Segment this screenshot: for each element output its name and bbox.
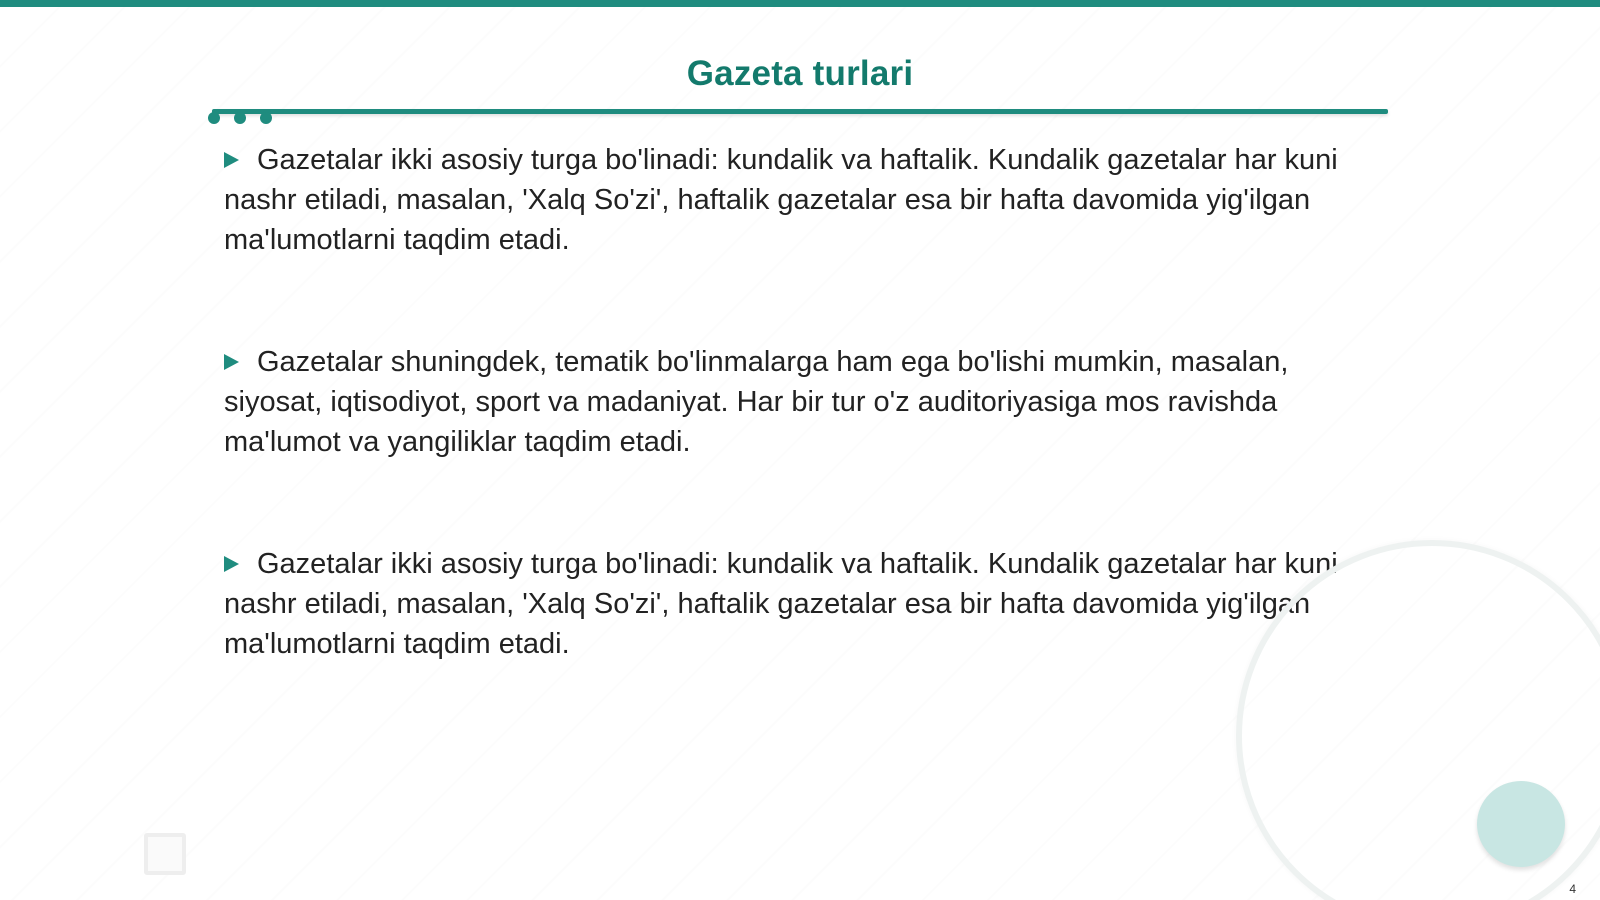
bullet-item xyxy=(224,140,1364,260)
triangle-right-icon xyxy=(224,354,239,370)
bullet-item xyxy=(224,342,1364,462)
divider-dot xyxy=(208,112,220,124)
decorative-square xyxy=(144,833,186,875)
top-accent-bar xyxy=(0,0,1600,7)
bullet-item xyxy=(224,544,1364,664)
divider-dot xyxy=(260,112,272,124)
triangle-right-icon xyxy=(224,556,239,572)
divider-dot xyxy=(234,112,246,124)
bullet-list xyxy=(224,140,1364,746)
bullet-text: Gazetalar shuningdek, tematik bo'linmalarga ham ega bo'lishi mumkin, masalan, siyosat, iqtisodiyot, sport va madaniyat. Har bir tur o'z auditoriyasiga mos ravishda ma'lumot va yangiliklar taqdim etadi. xyxy=(224,346,1289,458)
bullet-text: Gazetalar ikki asosiy turga bo'linadi: kundalik va haftalik. Kundalik gazetalar har kuni nashr etiladi, masalan, 'Xalq So'zi', haftalik gazetalar esa bir hafta davomida yig'ilgan ma'lumotlarni taqdim etadi. xyxy=(224,548,1338,660)
slide-number: 4 xyxy=(1569,882,1576,896)
decorative-bubble xyxy=(1477,781,1565,867)
triangle-right-icon xyxy=(224,152,239,168)
title-divider xyxy=(212,109,1388,114)
slide-title: Gazeta turlari xyxy=(686,54,914,93)
bullet-text: Gazetalar ikki asosiy turga bo'linadi: kundalik va haftalik. Kundalik gazetalar har kuni nashr etiladi, masalan, 'Xalq So'zi', haftalik gazetalar esa bir hafta davomida yig'ilgan ma'lumotlarni taqdim etadi. xyxy=(224,144,1338,256)
